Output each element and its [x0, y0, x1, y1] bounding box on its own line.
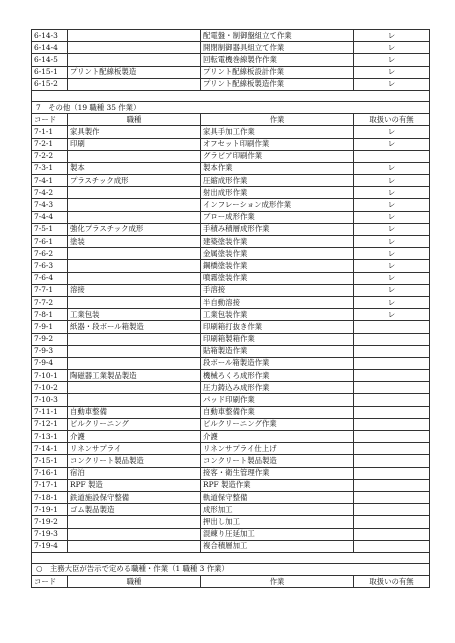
category-cell: プラスチック成形 [68, 175, 201, 187]
occupation-table-body [32, 30, 430, 588]
table-row [32, 443, 430, 455]
table-row [32, 296, 430, 308]
code-cell: 7-10-2 [32, 382, 68, 394]
table-row [32, 66, 430, 78]
category-cell: 工業包装 [68, 309, 201, 321]
check-cell [354, 406, 430, 418]
code-cell: コード [32, 576, 68, 588]
work-cell: ビルクリーニング作業 [201, 418, 354, 430]
category-cell [68, 357, 201, 369]
category-cell: RPF 製造 [68, 479, 201, 491]
section-7-title-row [32, 101, 430, 113]
category-cell: ゴム製品製造 [68, 504, 201, 516]
work-cell: 鋼橋塗装作業 [201, 260, 354, 272]
table-row [32, 406, 430, 418]
code-cell: 7-10-3 [32, 394, 68, 406]
check-cell: 取扱いの有無 [354, 114, 430, 126]
code-cell: 7-1-1 [32, 126, 68, 138]
code-cell: 7-19-4 [32, 540, 68, 552]
code-cell: コード [32, 114, 68, 126]
work-cell: 金属塗装作業 [201, 248, 354, 260]
table-row [32, 162, 430, 174]
check-cell [354, 467, 430, 479]
table-row [32, 491, 430, 503]
work-cell: 印刷箱打抜き作業 [201, 321, 354, 333]
code-cell: 7-10-1 [32, 370, 68, 382]
category-cell: 製本 [68, 162, 201, 174]
category-cell [68, 78, 201, 90]
work-cell: 工業包装作業 [201, 309, 354, 321]
code-cell: 7-8-1 [32, 309, 68, 321]
table-row [32, 138, 430, 150]
work-cell: 成形加工 [201, 504, 354, 516]
work-cell: 配電盤・制御盤組立て作業 [201, 30, 354, 42]
code-cell: 7-9-2 [32, 333, 68, 345]
table-header-row [32, 576, 430, 588]
code-cell: 7-6-3 [32, 260, 68, 272]
code-cell: 7-4-1 [32, 175, 68, 187]
work-cell: 自動車整備作業 [201, 406, 354, 418]
table-row [32, 516, 430, 528]
check-cell [354, 443, 430, 455]
check-cell: レ [354, 78, 430, 90]
spacer-cell [32, 552, 430, 563]
check-cell: レ [354, 42, 430, 54]
check-cell: レ [354, 162, 430, 174]
work-cell: 噴霧塗装作業 [201, 272, 354, 284]
check-cell [354, 357, 430, 369]
check-cell: レ [354, 187, 430, 199]
spacer-row [32, 90, 430, 101]
work-cell: 射出成形作業 [201, 187, 354, 199]
table-row [32, 431, 430, 443]
code-cell: 7-7-1 [32, 284, 68, 296]
check-cell: レ [354, 260, 430, 272]
table-row [32, 345, 430, 357]
category-cell: 鉄道施設保守整備 [68, 491, 201, 503]
check-cell: レ [354, 248, 430, 260]
check-cell [354, 431, 430, 443]
table-row [32, 357, 430, 369]
check-cell [354, 321, 430, 333]
table-row [32, 504, 430, 516]
work-cell: 機械ろくろ成形作業 [201, 370, 354, 382]
work-cell: 段ボール箱製造作業 [201, 357, 354, 369]
occupation-table [31, 29, 430, 588]
category-cell [68, 30, 201, 42]
category-cell: 職種 [68, 576, 201, 588]
table-row [32, 223, 430, 235]
category-cell: 家具製作 [68, 126, 201, 138]
check-cell: レ [354, 54, 430, 66]
category-cell [68, 296, 201, 308]
category-cell [68, 394, 201, 406]
category-cell: 紙器・段ボール箱製造 [68, 321, 201, 333]
code-cell: 7-14-1 [32, 443, 68, 455]
table-row [32, 394, 430, 406]
work-cell: 接客・衛生管理作業 [201, 467, 354, 479]
code-cell: 7-18-1 [32, 491, 68, 503]
category-cell: 自動車整備 [68, 406, 201, 418]
code-cell: 7-7-2 [32, 296, 68, 308]
table-row [32, 78, 430, 90]
table-row [32, 321, 430, 333]
code-cell: 7-6-1 [32, 236, 68, 248]
section-title: 7 その他（19 職種 35 作業） [32, 101, 430, 113]
table-row [32, 260, 430, 272]
work-cell: 複合積層加工 [201, 540, 354, 552]
check-cell [354, 150, 430, 162]
check-cell [354, 455, 430, 467]
spacer-row [32, 552, 430, 563]
work-cell: 半自動溶接 [201, 296, 354, 308]
section-title: ○ 主務大臣が告示で定める職種・作業（1 職種 3 作業） [32, 563, 430, 575]
work-cell: 圧力鋳込み成形作業 [201, 382, 354, 394]
check-cell: レ [354, 211, 430, 223]
check-cell: レ [354, 199, 430, 211]
code-cell: 6-14-5 [32, 54, 68, 66]
check-cell [354, 345, 430, 357]
check-cell [354, 418, 430, 430]
work-cell: インフレーション成形作業 [201, 199, 354, 211]
work-cell: 建築塗装作業 [201, 236, 354, 248]
code-cell: 7-19-1 [32, 504, 68, 516]
work-cell: 作業 [201, 576, 354, 588]
category-cell [68, 199, 201, 211]
code-cell: 7-3-1 [32, 162, 68, 174]
work-cell: 手積み積層成形作業 [201, 223, 354, 235]
check-cell: レ [354, 296, 430, 308]
code-cell: 7-19-3 [32, 528, 68, 540]
code-cell: 7-5-1 [32, 223, 68, 235]
category-cell [68, 260, 201, 272]
check-cell [354, 382, 430, 394]
table-row [32, 150, 430, 162]
code-cell: 7-2-1 [32, 138, 68, 150]
work-cell: 作業 [201, 114, 354, 126]
check-cell [354, 540, 430, 552]
category-cell: コンクリート製品製造 [68, 455, 201, 467]
category-cell [68, 150, 201, 162]
code-cell: 7-4-2 [32, 187, 68, 199]
table-row [32, 528, 430, 540]
table-row [32, 479, 430, 491]
category-cell: 印刷 [68, 138, 201, 150]
table-row [32, 199, 430, 211]
category-cell [68, 540, 201, 552]
code-cell: 7-13-1 [32, 431, 68, 443]
work-cell: グラビア印刷作業 [201, 150, 354, 162]
table-row [32, 455, 430, 467]
table-row [32, 382, 430, 394]
check-cell: レ [354, 309, 430, 321]
work-cell: 開閉制御器具組立て作業 [201, 42, 354, 54]
check-cell [354, 491, 430, 503]
check-cell: レ [354, 30, 430, 42]
check-cell: レ [354, 272, 430, 284]
table-row [32, 42, 430, 54]
document-page [31, 29, 423, 588]
category-cell [68, 42, 201, 54]
check-cell: レ [354, 236, 430, 248]
work-cell: 介護 [201, 431, 354, 443]
code-cell: 7-4-4 [32, 211, 68, 223]
work-cell: 回転電機巻線製作作業 [201, 54, 354, 66]
code-cell: 7-9-1 [32, 321, 68, 333]
table-row [32, 175, 430, 187]
table-row [32, 126, 430, 138]
work-cell: コンクリート製品製造 [201, 455, 354, 467]
check-cell [354, 504, 430, 516]
code-cell: 7-15-1 [32, 455, 68, 467]
code-cell: 7-9-4 [32, 357, 68, 369]
check-cell: レ [354, 175, 430, 187]
work-cell: RPF 製造作業 [201, 479, 354, 491]
check-cell: レ [354, 126, 430, 138]
category-cell [68, 187, 201, 199]
category-cell: 宿泊 [68, 467, 201, 479]
table-header-row [32, 114, 430, 126]
check-cell [354, 370, 430, 382]
table-row [32, 30, 430, 42]
code-cell: 6-14-4 [32, 42, 68, 54]
work-cell: オフセット印刷作業 [201, 138, 354, 150]
category-cell: 強化プラスチック成形 [68, 223, 201, 235]
check-cell: レ [354, 66, 430, 78]
check-cell: レ [354, 223, 430, 235]
work-cell: 印刷箱製箱作業 [201, 333, 354, 345]
work-cell: プリント配線板製造作業 [201, 78, 354, 90]
category-cell: 介護 [68, 431, 201, 443]
category-cell [68, 211, 201, 223]
work-cell: 軌道保守整備 [201, 491, 354, 503]
code-cell: 7-9-3 [32, 345, 68, 357]
category-cell: 塗装 [68, 236, 201, 248]
category-cell [68, 248, 201, 260]
table-row [32, 418, 430, 430]
code-cell: 7-16-1 [32, 467, 68, 479]
work-cell: 貼箱製造作業 [201, 345, 354, 357]
work-cell: プリント配線板設計作業 [201, 66, 354, 78]
category-cell [68, 54, 201, 66]
category-cell: 職種 [68, 114, 201, 126]
work-cell: 混練り圧延加工 [201, 528, 354, 540]
code-cell: 7-12-1 [32, 418, 68, 430]
code-cell: 7-19-2 [32, 516, 68, 528]
category-cell: 陶磁器工業製品製造 [68, 370, 201, 382]
section-minister-title-row [32, 563, 430, 575]
code-cell: 7-4-3 [32, 199, 68, 211]
check-cell [354, 394, 430, 406]
check-cell: 取扱いの有無 [354, 576, 430, 588]
check-cell [354, 479, 430, 491]
category-cell: プリント配線板製造 [68, 66, 201, 78]
work-cell: 手溶接 [201, 284, 354, 296]
code-cell: 7-6-2 [32, 248, 68, 260]
table-row [32, 272, 430, 284]
category-cell [68, 382, 201, 394]
table-row [32, 54, 430, 66]
work-cell: ブロー成形作業 [201, 211, 354, 223]
spacer-cell [32, 90, 430, 101]
category-cell [68, 333, 201, 345]
table-row [32, 211, 430, 223]
table-row [32, 187, 430, 199]
work-cell: 家具手加工作業 [201, 126, 354, 138]
category-cell [68, 345, 201, 357]
table-row [32, 370, 430, 382]
category-cell: ビルクリーニング [68, 418, 201, 430]
table-row [32, 236, 430, 248]
code-cell: 7-6-4 [32, 272, 68, 284]
check-cell [354, 516, 430, 528]
work-cell: リネンサプライ仕上げ [201, 443, 354, 455]
work-cell: 製本作業 [201, 162, 354, 174]
code-cell: 7-11-1 [32, 406, 68, 418]
table-row [32, 540, 430, 552]
table-row [32, 284, 430, 296]
table-row [32, 333, 430, 345]
work-cell: 押出し加工 [201, 516, 354, 528]
check-cell [354, 528, 430, 540]
check-cell [354, 333, 430, 345]
check-cell: レ [354, 284, 430, 296]
work-cell: 圧縮成形作業 [201, 175, 354, 187]
code-cell: 6-15-2 [32, 78, 68, 90]
category-cell [68, 528, 201, 540]
code-cell: 7-2-2 [32, 150, 68, 162]
table-row [32, 467, 430, 479]
category-cell: 溶接 [68, 284, 201, 296]
code-cell: 6-15-1 [32, 66, 68, 78]
check-cell: レ [354, 138, 430, 150]
code-cell: 7-17-1 [32, 479, 68, 491]
work-cell: パッド印刷作業 [201, 394, 354, 406]
category-cell: リネンサプライ [68, 443, 201, 455]
code-cell: 6-14-3 [32, 30, 68, 42]
category-cell [68, 516, 201, 528]
category-cell [68, 272, 201, 284]
table-row [32, 309, 430, 321]
table-row [32, 248, 430, 260]
